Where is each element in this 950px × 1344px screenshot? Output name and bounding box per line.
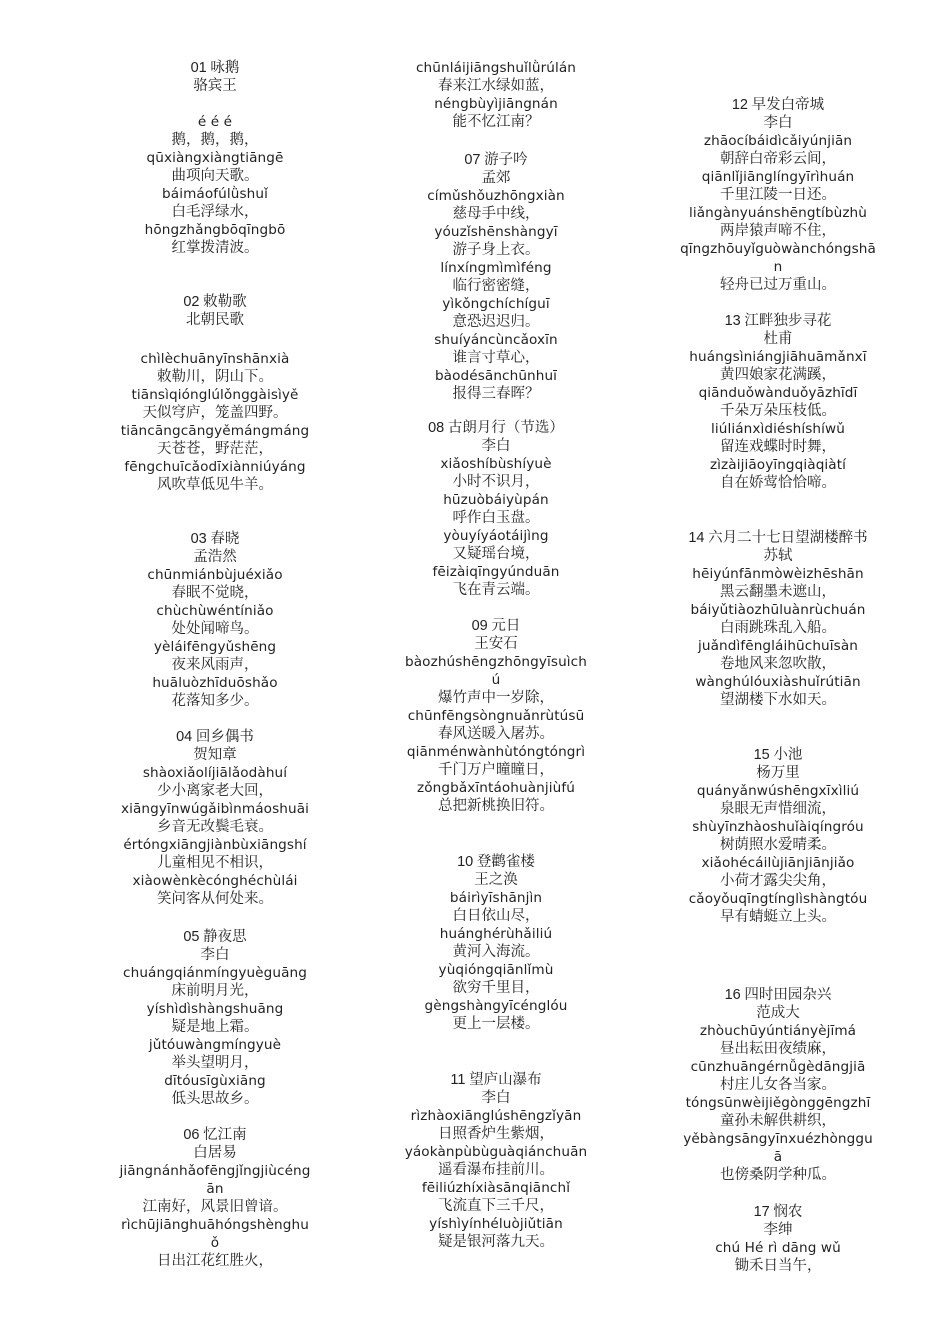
pinyin-line: cǎoyǒuqīngtínglìshàngtóu — [688, 891, 868, 907]
poem-heading: 13 江畔独步寻花 — [724, 313, 832, 329]
pinyin-line: dītóusīgùxiāng — [164, 1073, 266, 1089]
poem-heading: 08 古朗月行（节选） — [428, 420, 564, 436]
pinyin-line: huángsìniángjiāhuāmǎnxī — [689, 349, 867, 365]
pinyin-line: yíshìyínhéluòjiǔtiān — [429, 1216, 563, 1232]
poem-body — [380, 187, 612, 403]
verse-line: 望湖楼下水如天。 — [720, 692, 836, 708]
pinyin-line: huāluòzhīduōshǎo — [152, 675, 278, 691]
pinyin-line: n — [773, 259, 783, 275]
verse-line: 儿童相见不相识， — [157, 855, 273, 871]
verse-line: 爆竹声中一岁除， — [438, 690, 554, 706]
pinyin-line: bàodésānchūnhuī — [434, 368, 558, 384]
pinyin-line: yòuyíyáotáijìng — [443, 528, 549, 544]
pinyin-line: zhāocíbáidìcǎiyúnjiān — [703, 133, 853, 149]
poem-heading: 16 四时田园杂兴 — [724, 987, 832, 1003]
verse-line: 呼作白玉盘。 — [452, 510, 540, 526]
poem-author: 李白 — [200, 947, 230, 963]
pinyin-line: shuíyáncùncǎoxīn — [434, 332, 558, 348]
poem-author: 范成大 — [756, 1005, 800, 1021]
poem-author: 白居易 — [193, 1145, 237, 1161]
verse-line: 轻舟已过万重山。 — [720, 277, 836, 293]
pinyin-line: xiǎohécáilùjiānjiānjiǎo — [701, 855, 855, 871]
poem-heading: 14 六月二十七日望湖楼醉书 — [688, 530, 868, 546]
verse-line: 泉眼无声惜细流， — [720, 801, 836, 817]
poem-heading: 05 静夜思 — [183, 929, 247, 945]
poem-heading: 12 早发白帝城 — [731, 97, 825, 113]
pinyin-line: gèngshàngyīcénglóu — [424, 998, 568, 1014]
pinyin-line: chūnláijiāngshuǐlǜrúlán — [415, 60, 577, 76]
pinyin-line: qiānménwànhùtóngtóngrì — [406, 744, 586, 760]
poem-author: 杜甫 — [763, 331, 793, 347]
verse-line: 早有蜻蜓立上头。 — [720, 909, 836, 925]
pinyin-line: jiāngnánhǎofēngjǐngjiùcéng — [119, 1163, 311, 1179]
poem-author: 李绅 — [763, 1222, 793, 1238]
pinyin-line: yěbàngsāngyīnxuézhònggu — [683, 1131, 873, 1147]
verse-line: 能不忆江南？ — [452, 114, 540, 130]
pinyin-line: huánghérùhǎiliú — [439, 926, 553, 942]
verse-line: 村庄儿女各当家。 — [720, 1077, 836, 1093]
pinyin-line: hōngzhǎngbōqīngbō — [144, 222, 286, 238]
verse-line: 千里江陵一日还。 — [720, 187, 836, 203]
poem-heading: 15 小池 — [753, 747, 803, 763]
verse-line: 临行密密缝， — [452, 278, 540, 294]
pinyin-line: qiānlǐjiānglíngyīrìhuán — [701, 169, 855, 185]
verse-line: 黄四娘家花满蹊， — [720, 367, 836, 383]
poem-heading: 04 回乡偶书 — [176, 729, 254, 745]
verse-line: 更上一层楼。 — [452, 1016, 540, 1032]
pinyin-line: fēngchuīcǎodīxiànniúyáng — [124, 459, 306, 475]
pinyin-line: ān — [206, 1181, 224, 1197]
pinyin-line: rìzhàoxiānglúshēngzǐyān — [410, 1108, 582, 1124]
poem-heading: 01 咏鹅 — [190, 60, 240, 76]
pinyin-line: báimáofúlǜshuǐ — [162, 186, 268, 202]
pinyin-line: értóngxiāngjiànbùxiāngshí — [123, 837, 307, 853]
pinyin-line: fēiliúzhíxiàsānqiānchǐ — [421, 1180, 571, 1196]
poem-body — [99, 1162, 331, 1270]
verse-line: 举头望明月， — [171, 1055, 259, 1071]
verse-line: 千朵万朵压枝低。 — [720, 403, 836, 419]
pinyin-line: jǔtóuwàngmíngyuè — [148, 1037, 282, 1053]
poem-body — [99, 764, 331, 908]
pinyin-line: címǔshǒuzhōngxiàn — [427, 188, 565, 204]
pinyin-line: zhòuchūyúntiányèjīmá — [699, 1023, 857, 1039]
pinyin-line: chú Hé rì dāng wǔ — [715, 1240, 841, 1256]
verse-line: 疑是银河落九天。 — [438, 1234, 554, 1250]
verse-line: 欲穷千里目， — [452, 980, 540, 996]
verse-line: 风吹草低见牛羊。 — [157, 477, 273, 493]
pinyin-line: tiāncāngcāngyěmángmáng — [120, 423, 310, 439]
verse-line: 留连戏蝶时时舞， — [720, 439, 836, 455]
verse-line: 少小离家老大回， — [157, 783, 273, 799]
verse-line: 慈母手中线， — [452, 206, 540, 222]
pinyin-line: cūnzhuāngérnǚgèdāngjiā — [690, 1059, 866, 1075]
verse-line: 鹅，鹅，鹅， — [171, 132, 259, 148]
pinyin-line: é é é — [197, 114, 233, 130]
poem-author: 北朝民歌 — [186, 312, 244, 328]
verse-line: 树荫照水爱晴柔。 — [720, 837, 836, 853]
pinyin-line: liúliánxìdiéshíshíwǔ — [711, 421, 845, 437]
verse-line: 曲项向天歌。 — [171, 168, 259, 184]
poem-heading: 06 忆江南 — [183, 1127, 247, 1143]
poem-author: 李白 — [481, 1090, 511, 1106]
poem-heading: 07 游子吟 — [464, 152, 528, 168]
pinyin-line: fēizàiqīngyúnduān — [432, 564, 560, 580]
pinyin-line: chūnmiánbùjuéxiǎo — [147, 567, 283, 583]
poem-heading: 10 登鹳雀楼 — [457, 854, 535, 870]
verse-line: 黑云翻墨未遮山， — [720, 584, 836, 600]
poem-body — [380, 455, 612, 599]
pinyin-line: xiǎoshíbùshíyuè — [440, 456, 552, 472]
verse-line: 报得三春晖？ — [452, 386, 540, 402]
verse-line: 谁言寸草心， — [452, 350, 540, 366]
verse-line: 红掌拨清波。 — [171, 240, 259, 256]
poem-heading: 17 悯农 — [753, 1204, 803, 1220]
verse-line: 花落知多少。 — [171, 693, 259, 709]
verse-line: 日照香炉生紫烟， — [438, 1126, 554, 1142]
verse-line: 昼出耘田夜绩麻， — [720, 1041, 836, 1057]
poem-body — [662, 348, 894, 492]
poem-author: 骆宾王 — [193, 78, 237, 94]
poem-body — [99, 350, 331, 494]
pinyin-line: tóngsūnwèijiěgònggēngzhī — [685, 1095, 871, 1111]
poem-author: 李白 — [481, 438, 511, 454]
verse-line: 床前明月光， — [171, 983, 259, 999]
verse-line: 两岸猿声啼不住， — [720, 223, 836, 239]
verse-line: 也傍桑阴学种瓜。 — [720, 1167, 836, 1183]
verse-line: 敕勒川，阴山下。 — [157, 369, 273, 385]
pinyin-line: qiānduǒwànduǒyāzhīdī — [698, 385, 858, 401]
verse-line: 天苍苍，野茫茫， — [157, 441, 273, 457]
verse-line: 春眠不觉晓， — [171, 585, 259, 601]
poem-author: 孟浩然 — [193, 549, 237, 565]
poem-author: 王安石 — [474, 636, 518, 652]
poem-body — [380, 653, 612, 815]
pinyin-line: juǎndìfēngláihūchuīsàn — [698, 638, 858, 654]
pinyin-line: shàoxiǎolíjiālǎodàhuí — [142, 765, 288, 781]
pinyin-line: yìkǒngchíchíguī — [442, 296, 550, 312]
pinyin-line: ǒ — [210, 1235, 220, 1251]
poem-body — [380, 1107, 612, 1251]
poem-heading: 09 元日 — [471, 618, 521, 634]
pinyin-line: shùyīnzhàoshuǐàiqíngróu — [692, 819, 864, 835]
pinyin-line: xiāngyīnwúgǎibìnmáoshuāi — [120, 801, 310, 817]
verse-line: 飞流直下三千尺， — [438, 1198, 554, 1214]
pinyin-line: báirìyīshānjìn — [449, 890, 543, 906]
verse-line: 游子身上衣。 — [452, 242, 540, 258]
pinyin-line: quányǎnwúshēngxīxìliú — [696, 783, 860, 799]
pinyin-line: xiàowènkècónghéchùlái — [132, 873, 298, 889]
verse-line: 卷地风来忽吹散， — [720, 656, 836, 672]
pinyin-line: hēiyúnfānmòwèizhēshān — [692, 566, 864, 582]
verse-line: 夜来风雨声， — [171, 657, 259, 673]
poem-body-continued — [380, 59, 612, 131]
pinyin-line: qīngzhōuyǐguòwànchóngshā — [680, 241, 876, 257]
verse-line: 自在娇莺恰恰啼。 — [720, 475, 836, 491]
verse-line: 乡音无改鬓毛衰。 — [157, 819, 273, 835]
poem-body — [662, 1022, 894, 1184]
pinyin-line: báiyǔtiàozhūluànrùchuán — [690, 602, 866, 618]
poem-body — [662, 565, 894, 709]
pinyin-line: ú — [491, 672, 501, 688]
pinyin-line: línxíngmìmìféng — [440, 260, 552, 276]
verse-line: 总把新桃换旧符。 — [438, 798, 554, 814]
poem-body — [662, 782, 894, 926]
poem-author: 苏轼 — [763, 548, 793, 564]
verse-line: 笑问客从何处来。 — [157, 891, 273, 907]
verse-line: 黄河入海流。 — [452, 944, 540, 960]
poem-author: 李白 — [763, 115, 793, 131]
pinyin-line: ā — [773, 1149, 783, 1165]
verse-line: 飞在青云端。 — [452, 582, 540, 598]
verse-line: 疑是地上霜。 — [171, 1019, 259, 1035]
poem-heading: 03 春晓 — [190, 531, 240, 547]
pinyin-line: zìzàijiāoyīngqiàqiàtí — [709, 457, 847, 473]
verse-line: 童孙未解供耕织， — [720, 1113, 836, 1129]
pinyin-line: yèláifēngyǔshēng — [153, 639, 277, 655]
pinyin-line: wànghúlóuxiàshuǐrútiān — [695, 674, 861, 690]
pinyin-line: tiānsìqiónglúlǒnggàisìyě — [131, 387, 299, 403]
poem-body — [99, 964, 331, 1108]
verse-line: 白雨跳珠乱入船。 — [720, 620, 836, 636]
pinyin-line: yùqióngqiānlǐmù — [438, 962, 554, 978]
verse-line: 遥看瀑布挂前川。 — [438, 1162, 554, 1178]
pinyin-line: liǎngànyuánshēngtíbùzhù — [688, 205, 867, 221]
pinyin-line: yíshìdìshàngshuāng — [146, 1001, 284, 1017]
verse-line: 小荷才露尖尖角， — [720, 873, 836, 889]
verse-line: 春风送暖入屠苏。 — [438, 726, 554, 742]
verse-line: 日出江花红胜火， — [157, 1253, 273, 1269]
poem-body — [99, 113, 331, 257]
poem-author: 孟郊 — [481, 170, 511, 186]
poem-author: 王之涣 — [474, 872, 518, 888]
poem-body — [99, 566, 331, 710]
verse-line: 意恐迟迟归。 — [452, 314, 540, 330]
poem-author: 杨万里 — [756, 765, 800, 781]
poem-body — [380, 889, 612, 1033]
poem-heading: 02 敕勒歌 — [183, 294, 247, 310]
pinyin-line: chùchùwéntíniǎo — [156, 603, 274, 619]
verse-line: 千门万户曈曈日， — [438, 762, 554, 778]
poem-author: 贺知章 — [193, 747, 237, 763]
pinyin-line: néngbùyìjiāngnán — [434, 96, 558, 112]
pinyin-line: hūzuòbáiyùpán — [443, 492, 549, 508]
verse-line: 低头思故乡。 — [171, 1091, 259, 1107]
pinyin-line: yóuzǐshēnshàngyī — [434, 224, 558, 240]
pinyin-line: rìchūjiānghuāhóngshènghu — [121, 1217, 309, 1233]
verse-line: 朝辞白帝彩云间， — [720, 151, 836, 167]
pinyin-line: qūxiàngxiàngtiāngē — [146, 150, 284, 166]
pinyin-line: chuángqiánmíngyuèguāng — [123, 965, 307, 981]
pinyin-line: yáokànpùbùguàqiánchuān — [404, 1144, 588, 1160]
verse-line: 春来江水绿如蓝， — [438, 78, 554, 94]
verse-line: 江南好，风景旧曾谙。 — [142, 1199, 288, 1215]
verse-line: 白毛浮绿水， — [171, 204, 259, 220]
poem-body — [662, 132, 894, 294]
verse-line: 白日依山尽， — [452, 908, 540, 924]
poem-heading: 11 望庐山瀑布 — [450, 1072, 542, 1088]
pinyin-line: chūnfēngsòngnuǎnrùtúsū — [407, 708, 585, 724]
verse-line: 锄禾日当午， — [734, 1258, 822, 1274]
verse-line: 处处闻啼鸟。 — [171, 621, 259, 637]
poem-body — [662, 1239, 894, 1275]
pinyin-line: zǒngbǎxīntáohuànjiùfú — [417, 780, 575, 796]
pinyin-line: chìlèchuānyīnshānxià — [140, 351, 290, 367]
verse-line: 天似穹庐，笼盖四野。 — [142, 405, 288, 421]
pinyin-line: bàozhúshēngzhōngyīsuìch — [405, 654, 587, 670]
verse-line: 小时不识月， — [452, 474, 540, 490]
verse-line: 又疑瑶台境， — [452, 546, 540, 562]
